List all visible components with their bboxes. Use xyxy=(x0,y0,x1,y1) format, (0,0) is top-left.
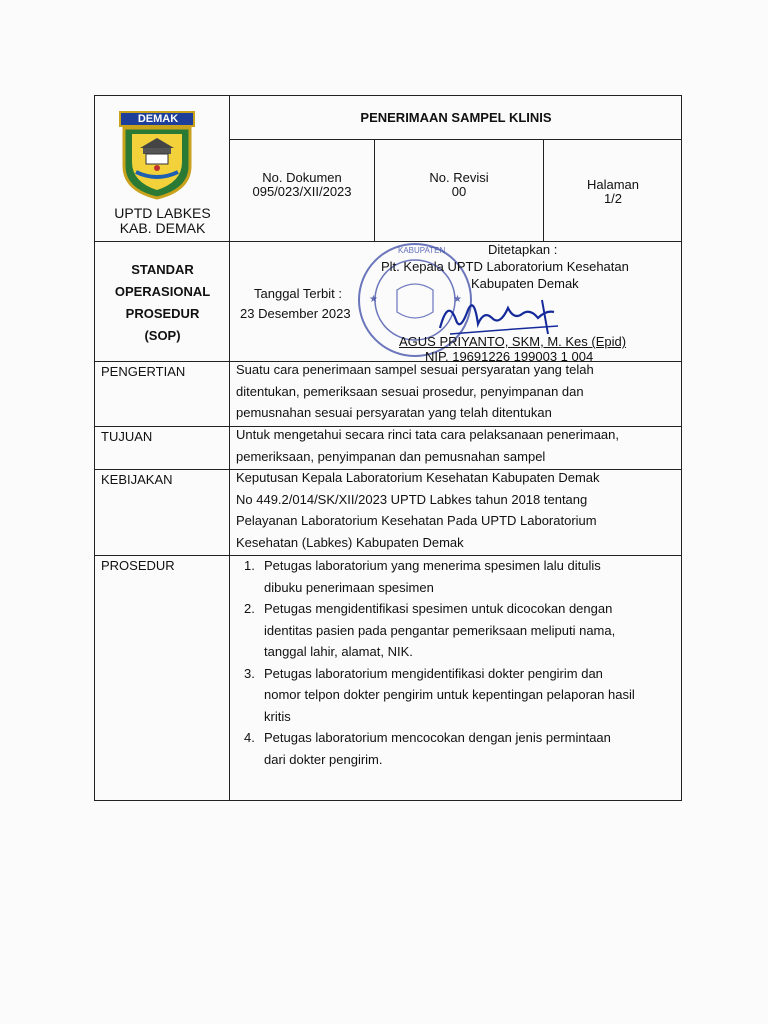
section-label-prosedur: PROSEDUR xyxy=(101,558,175,573)
org-name-line2: KAB. DEMAK xyxy=(119,220,206,236)
section-label-tujuan: TUJUAN xyxy=(101,429,153,444)
signer-nip: NIP. 19691226 199003 1 004 xyxy=(425,349,594,364)
signer-name: AGUS PRIYANTO, SKM, M. Kes (Epid) xyxy=(399,334,627,349)
org-name-line1: UPTD LABKES xyxy=(114,205,211,221)
logo-text: DEMAK xyxy=(137,113,179,125)
signature xyxy=(430,290,570,340)
approval-label: Ditetapkan : xyxy=(488,242,558,257)
section-label-kebijakan: KEBIJAKAN xyxy=(101,472,173,487)
sop-line-4: (SOP) xyxy=(144,328,181,343)
text-line: Petugas laboratorium mengidentifikasi dokter pengirim dan xyxy=(264,665,603,681)
text-line: Keputusan Kepala Laboratorium Kesehatan Kabupaten Demak xyxy=(236,470,600,485)
text-line: Pelayanan Laboratorium Kesehatan Pada UPTD Laboratorium xyxy=(236,513,597,528)
list-item xyxy=(240,727,680,770)
text-line: pemeriksaan, penyimpanan dan pemusnahan sampel xyxy=(236,448,546,464)
text-line: ditentukan, pemeriksaan sesuai prosedur, penyimpanan dan xyxy=(236,383,584,399)
text-line: Petugas laboratorium mencocokan dengan jenis permintaan xyxy=(264,730,611,745)
stamp-text: KABUPATEN xyxy=(398,246,446,255)
text-line: kritis xyxy=(264,708,291,724)
pengertian-text xyxy=(236,359,680,424)
revision-label: No. Revisi xyxy=(429,170,489,185)
divider xyxy=(229,139,682,140)
list-item xyxy=(240,555,680,598)
tujuan-text xyxy=(236,424,680,467)
svg-text:★: ★ xyxy=(453,294,462,305)
sop-line-1: STANDAR xyxy=(131,262,194,277)
svg-text:★: ★ xyxy=(369,294,378,305)
list-item xyxy=(240,663,680,728)
issue-date-value: 23 Desember 2023 xyxy=(240,306,351,321)
sop-line-2: OPERASIONAL xyxy=(114,284,211,299)
page-value: 1/2 xyxy=(603,191,623,206)
text-line: No 449.2/014/SK/XII/2023 UPTD Labkes tahun 2018 tentang xyxy=(236,491,588,507)
text-line: Kesehatan (Labkes) Kabupaten Demak xyxy=(236,534,464,550)
prosedur-list xyxy=(240,555,680,770)
revision-value: 00 xyxy=(451,184,467,199)
text-line: pemusnahan sesuai persyaratan yang telah ditentukan xyxy=(236,405,552,420)
doc-number-label: No. Dokumen xyxy=(262,170,342,185)
issue-date-label: Tanggal Terbit : xyxy=(254,286,342,301)
text-line: dibuku penerimaan spesimen xyxy=(264,579,434,595)
sop-line-3: PROSEDUR xyxy=(125,306,200,321)
list-item-number: 2. xyxy=(244,601,255,616)
approval-role-line1: Plt. Kepala UPTD Laboratorium Kesehatan xyxy=(381,259,629,274)
list-item-number: 3. xyxy=(244,665,255,681)
text-line: identitas pasien pada pengantar pemeriksaan meliputi nama, xyxy=(264,622,616,638)
doc-number-value: 095/023/XII/2023 xyxy=(252,184,352,199)
document-title: PENERIMAAN SAMPEL KLINIS xyxy=(360,110,552,125)
approval-role-line2: Kabupaten Demak xyxy=(471,276,579,291)
text-line: Petugas mengidentifikasi spesimen untuk dicocokan dengan xyxy=(264,601,613,616)
list-item-number: 1. xyxy=(244,558,255,573)
text-line: Suatu cara penerimaan sampel sesuai persyaratan yang telah xyxy=(236,362,594,377)
text-line: nomor telpon dokter pengirim untuk kepentingan pelaporan hasil xyxy=(264,687,635,702)
text-line: tanggal lahir, alamat, NIK. xyxy=(264,644,413,659)
page-label: Halaman xyxy=(586,177,640,192)
text-line: dari dokter pengirim. xyxy=(264,751,383,767)
list-item-number: 4. xyxy=(244,730,255,745)
section-label-pengertian: PENGERTIAN xyxy=(101,364,186,379)
kebijakan-text xyxy=(236,467,680,553)
text-line: Petugas laboratorium yang menerima spesimen lalu ditulis xyxy=(264,558,601,573)
list-item xyxy=(240,598,680,663)
text-line: Untuk mengetahui secara rinci tata cara pelaksanaan penerimaan, xyxy=(236,427,620,442)
divider xyxy=(229,95,230,801)
